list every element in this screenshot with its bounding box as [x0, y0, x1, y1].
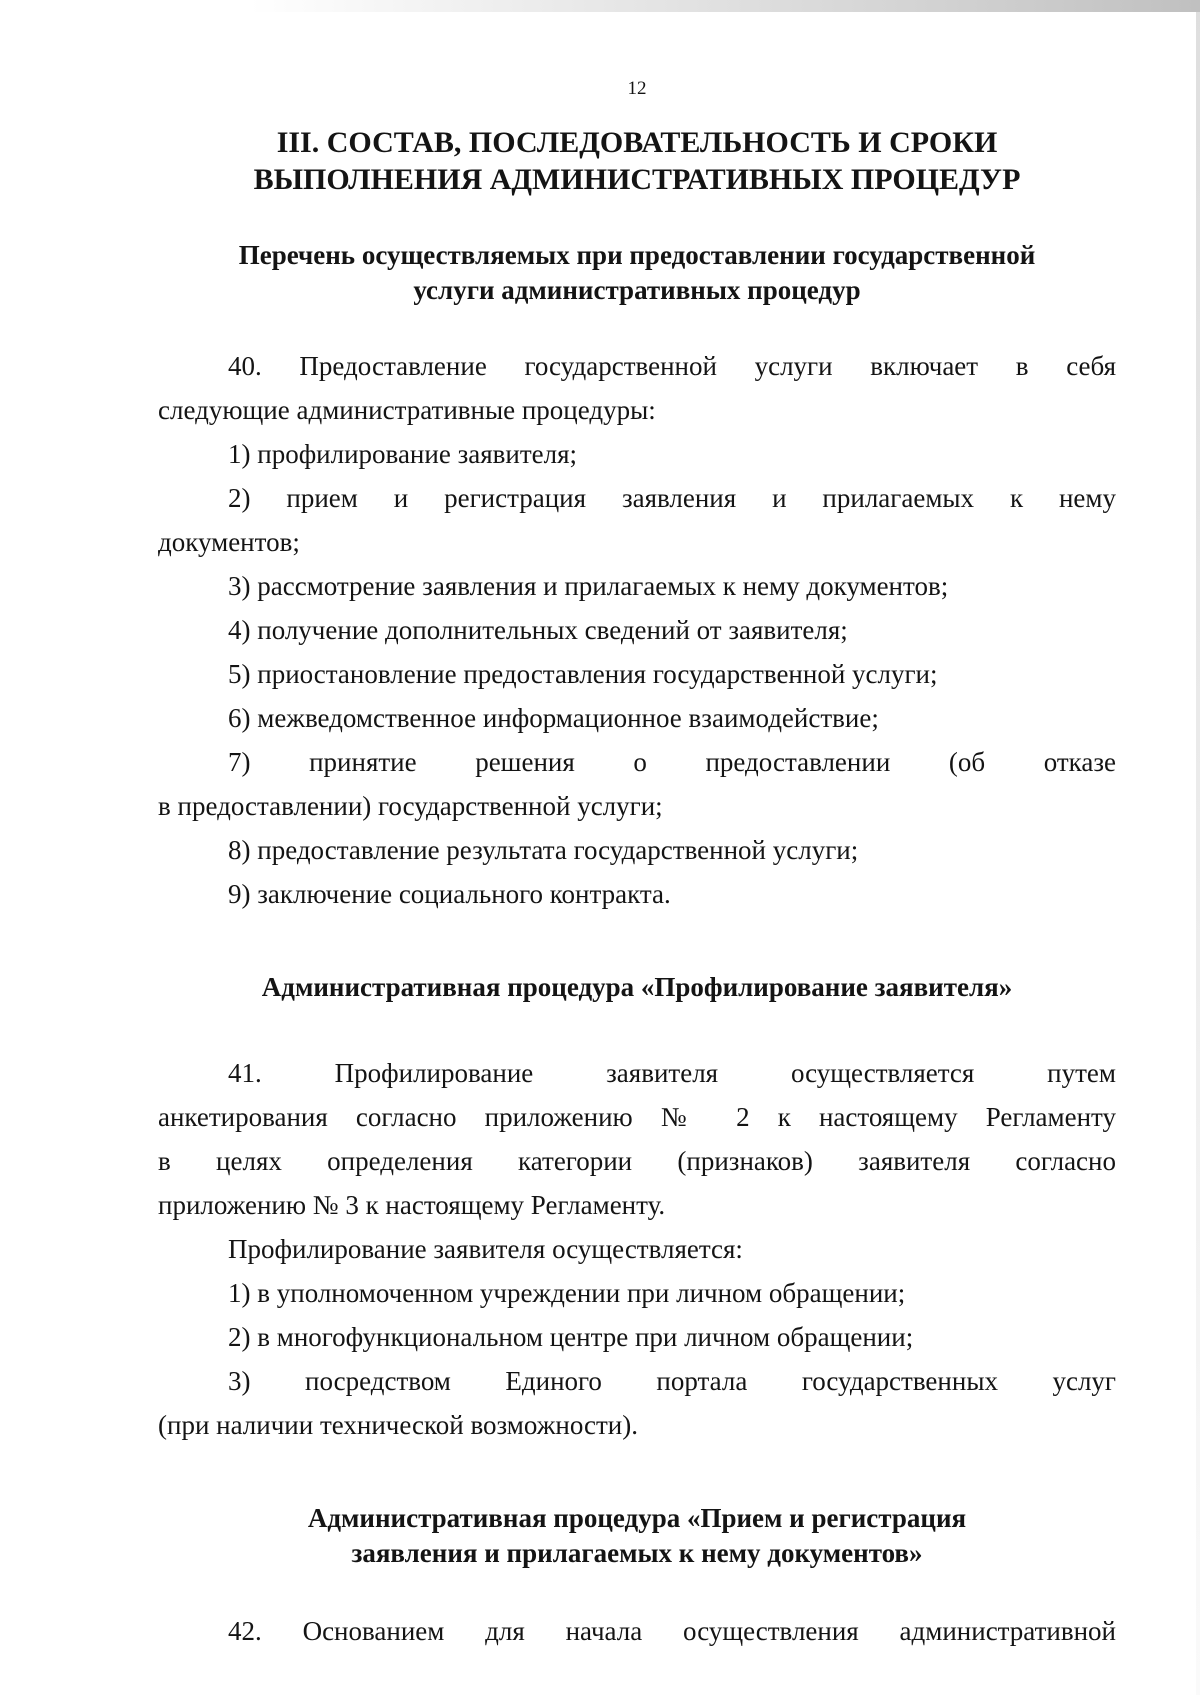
list-item-continuation: документов; — [158, 527, 300, 557]
reception-procedure-heading — [158, 1501, 1116, 1571]
list-item-continuation: (при наличии технической возможности). — [158, 1410, 638, 1440]
list-item: 2) прием и регистрация заявления и прилагаемых к нему — [228, 483, 1116, 513]
paragraph-41 — [158, 1051, 1116, 1447]
paragraph-line: 41. Профилирование заявителя осуществляется путем — [228, 1058, 1116, 1088]
heading-line: Перечень осуществляемых при предоставлении государственной — [238, 240, 1036, 270]
list-item: 1) в уполномоченном учреждении при личном обращении; — [228, 1278, 906, 1308]
heading-line: услуги административных процедур — [413, 275, 861, 305]
section-title-line: ВЫПОЛНЕНИЯ АДМИНИСТРАТИВНЫХ ПРОЦЕДУР — [253, 163, 1021, 196]
paragraph-line: следующие административные процедуры: — [158, 395, 656, 425]
procedures-list-heading — [158, 238, 1116, 308]
list-item-continuation: в предоставлении) государственной услуги; — [158, 791, 663, 821]
document-page — [158, 78, 1116, 1653]
list-item: 8) предоставление результата государственной услуги; — [228, 835, 859, 865]
list-item: 9) заключение социального контракта. — [228, 879, 671, 909]
paragraph-line: в целях определения категории (признаков) заявителя согласно — [158, 1146, 1116, 1176]
heading-line: заявления и прилагаемых к нему документов» — [351, 1538, 923, 1568]
profiling-procedure-heading: Административная процедура «Профилирование заявителя» — [261, 972, 1013, 1002]
section-title — [158, 124, 1116, 198]
scan-edge-top — [250, 0, 1200, 12]
list-item: 3) рассмотрение заявления и прилагаемых к нему документов; — [228, 571, 949, 601]
heading-line: Административная процедура «Прием и регистрация — [307, 1503, 967, 1533]
list-item: 6) межведомственное информационное взаимодействие; — [228, 703, 879, 733]
paragraph-line: 42. Основанием для начала осуществления административной — [228, 1616, 1116, 1646]
paragraph-40 — [158, 344, 1116, 916]
list-item: 4) получение дополнительных сведений от заявителя; — [228, 615, 848, 645]
paragraph-line: анкетирования согласно приложению № 2 к настоящему Регламенту — [158, 1102, 1116, 1132]
paragraph-line: 40. Предоставление государственной услуги включает в себя — [228, 351, 1116, 381]
page-number: 12 — [627, 78, 647, 99]
paragraph-line: приложению № 3 к настоящему Регламенту. — [158, 1190, 666, 1220]
list-item: 2) в многофункциональном центре при личном обращении; — [228, 1322, 914, 1352]
paragraph-42 — [158, 1609, 1116, 1653]
list-item: 7) принятие решения о предоставлении (об отказе — [228, 747, 1116, 777]
scan-edge-right — [1196, 12, 1200, 1695]
paragraph-line: Профилирование заявителя осуществляется: — [228, 1234, 743, 1264]
section-title-line: III. СОСТАВ, ПОСЛЕДОВАТЕЛЬНОСТЬ И СРОКИ — [276, 126, 998, 159]
list-item: 3) посредством Единого портала государственных услуг — [228, 1366, 1116, 1396]
list-item: 5) приостановление предоставления государственной услуги; — [228, 659, 938, 689]
list-item: 1) профилирование заявителя; — [228, 439, 578, 469]
